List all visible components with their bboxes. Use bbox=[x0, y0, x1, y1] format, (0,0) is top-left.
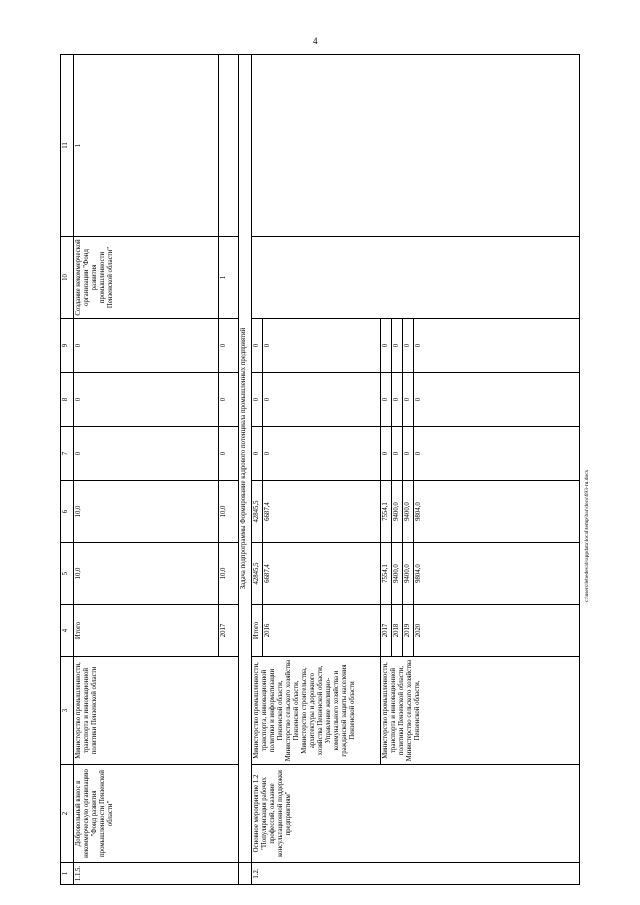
header-cell-5: 5 bbox=[61, 543, 74, 605]
value-cell: 0 bbox=[381, 319, 392, 373]
header-cell-1: 1 bbox=[61, 863, 74, 885]
year-cell: 2020 bbox=[414, 605, 580, 657]
value-cell bbox=[219, 55, 239, 237]
value-cell: 0 bbox=[263, 319, 381, 373]
header-cell-3: 3 bbox=[61, 657, 74, 765]
task-spacer bbox=[239, 863, 252, 885]
value-cell bbox=[252, 55, 580, 237]
value-cell: 0 bbox=[263, 373, 381, 427]
value-cell: 42845,5 bbox=[252, 543, 263, 605]
value-cell: 9804,0 bbox=[414, 543, 580, 605]
value-cell: 1 bbox=[74, 55, 219, 237]
header-cell-2: 2 bbox=[61, 765, 74, 863]
indicator-cell: 1 bbox=[219, 237, 239, 319]
value-cell: 0 bbox=[219, 319, 239, 373]
value-cell: 9804,0 bbox=[414, 481, 580, 543]
page-number: 4 bbox=[313, 36, 318, 46]
header-cell-11: 11 bbox=[61, 55, 74, 237]
header-cell-9: 9 bbox=[61, 319, 74, 373]
rotated-table-container bbox=[60, 55, 580, 885]
value-cell: 9400,0 bbox=[403, 481, 414, 543]
indicator-cell: Создание некоммерческой организации "Фонд развития промышленности Пензенской области" bbox=[74, 237, 219, 319]
value-cell: 0 bbox=[403, 373, 414, 427]
value-cell: 0 bbox=[392, 373, 403, 427]
table-row bbox=[252, 55, 263, 885]
value-cell: 0 bbox=[252, 373, 263, 427]
task-title: Задача подпрограммы Формирование кадрового потенциала промышленных предприятий bbox=[239, 55, 252, 863]
program-table bbox=[60, 54, 580, 885]
header-cell-8: 8 bbox=[61, 373, 74, 427]
measure-name: Основное мероприятие 1.2 "Популяризация рабочих профессий, оказание консультационной поддержки предприятиям" bbox=[252, 765, 580, 863]
year-cell: 2016 bbox=[263, 605, 381, 657]
value-cell: 0 bbox=[74, 373, 219, 427]
value-cell: 7554,1 bbox=[381, 481, 392, 543]
footer-file-path: c:\users\lebedevab\appdata\local\temp\bar\docs\693-ru.docx bbox=[584, 469, 590, 602]
value-cell: 10,0 bbox=[219, 481, 239, 543]
row-number: 1.1.5. bbox=[74, 863, 239, 885]
year-cell: 2017 bbox=[219, 605, 239, 657]
header-row bbox=[61, 55, 74, 885]
value-cell: 0 bbox=[414, 373, 580, 427]
value-cell: 0 bbox=[381, 427, 392, 481]
header-cell-7: 7 bbox=[61, 427, 74, 481]
year-cell: 2018 bbox=[392, 605, 403, 657]
value-cell: 6687,4 bbox=[263, 481, 381, 543]
executor: Министерство промышленности, транспорта и инновационной политики Пензенской области, Министерство сельского хозяйства Пензенской области, bbox=[381, 657, 580, 765]
task-row bbox=[239, 55, 252, 885]
value-cell: 0 bbox=[252, 427, 263, 481]
indicator-cell bbox=[252, 237, 580, 319]
year-cell: 2017 bbox=[381, 605, 392, 657]
year-cell: 2019 bbox=[403, 605, 414, 657]
value-cell: 10,0 bbox=[219, 543, 239, 605]
year-cell: Итого bbox=[252, 605, 263, 657]
value-cell: 10,0 bbox=[74, 543, 219, 605]
executor: Министерство промышленности, транспорта, инновационной политики и информатизации Пензенской области, Министерство сельского хозяйства Пензенской области, Министерство строительства, архитектуры и дорожного хозяйства Пензенской области, Управление жилищно-коммунального хозяйства и гражданской защиты населения Пензенской области bbox=[252, 657, 381, 765]
header-cell-4: 4 bbox=[61, 605, 74, 657]
measure-name: Добровольный взнос в некоммерческую организацию "Фонд развития промышленности Пензенской области" bbox=[74, 765, 239, 863]
value-cell: 0 bbox=[392, 427, 403, 481]
value-cell: 9400,0 bbox=[392, 481, 403, 543]
value-cell: 0 bbox=[219, 427, 239, 481]
value-cell: 0 bbox=[381, 373, 392, 427]
value-cell: 9400,0 bbox=[392, 543, 403, 605]
value-cell: 0 bbox=[403, 319, 414, 373]
value-cell: 0 bbox=[263, 427, 381, 481]
row-number: 1.2. bbox=[252, 863, 580, 885]
value-cell: 7554,1 bbox=[381, 543, 392, 605]
value-cell: 10,0 bbox=[74, 481, 219, 543]
value-cell: 0 bbox=[219, 373, 239, 427]
value-cell: 0 bbox=[392, 319, 403, 373]
value-cell: 6687,4 bbox=[263, 543, 381, 605]
value-cell: 42845,5 bbox=[252, 481, 263, 543]
value-cell: 0 bbox=[403, 427, 414, 481]
value-cell: 0 bbox=[414, 319, 580, 373]
year-cell: Итого bbox=[74, 605, 219, 657]
header-cell-10: 10 bbox=[61, 237, 74, 319]
value-cell: 0 bbox=[414, 427, 580, 481]
value-cell: 0 bbox=[74, 319, 219, 373]
value-cell: 0 bbox=[74, 427, 219, 481]
value-cell: 0 bbox=[252, 319, 263, 373]
executor: Министерство промышленности, транспорта и инновационной политики Пензенской области bbox=[74, 657, 239, 765]
table-row bbox=[74, 55, 219, 885]
value-cell: 9400,0 bbox=[403, 543, 414, 605]
header-cell-6: 6 bbox=[61, 481, 74, 543]
